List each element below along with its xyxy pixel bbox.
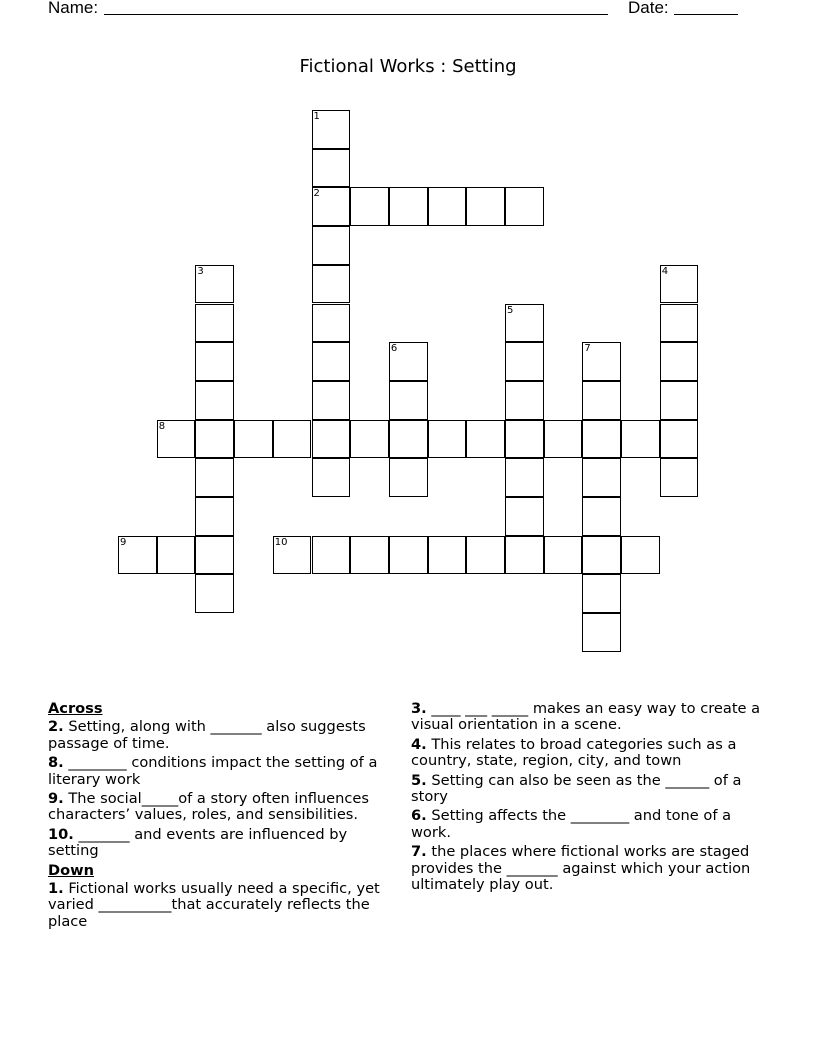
clue-down-7 xyxy=(411,844,771,893)
grid-cell[interactable] xyxy=(389,381,428,420)
grid-cell[interactable] xyxy=(505,187,544,226)
grid-cell[interactable] xyxy=(273,536,312,575)
clue-text: Fictional works usually need a specific, yet varied __________that accurately reflects the place xyxy=(48,880,380,930)
grid-cell[interactable] xyxy=(660,381,699,420)
clue-down-5 xyxy=(411,773,771,806)
grid-cell[interactable] xyxy=(312,265,351,304)
grid-cell[interactable] xyxy=(582,613,621,652)
clue-number-label: 4 xyxy=(661,265,669,277)
grid-cell[interactable] xyxy=(312,149,351,188)
clue-number-label: 1 xyxy=(313,111,320,122)
grid-cell[interactable] xyxy=(195,381,234,420)
clue-number: 3. xyxy=(411,700,427,717)
clue-text: ________ conditions impact the setting of a literary work xyxy=(48,754,378,788)
grid-cell[interactable] xyxy=(389,187,428,226)
grid-cell[interactable] xyxy=(660,420,699,459)
grid-cell[interactable] xyxy=(582,381,621,420)
grid-cell[interactable] xyxy=(312,187,351,226)
grid-cell[interactable] xyxy=(505,342,544,381)
grid-cell[interactable] xyxy=(389,342,428,381)
grid-cell[interactable] xyxy=(389,420,428,459)
grid-cell[interactable] xyxy=(582,458,621,497)
clue-number-label: 5 xyxy=(507,304,514,316)
puzzle-title: Fictional Works : Setting xyxy=(299,56,517,77)
grid-cell[interactable] xyxy=(582,574,621,613)
clues-right-column xyxy=(411,701,771,896)
clue-number-label: 10 xyxy=(274,536,288,548)
clue-across-2 xyxy=(48,719,394,752)
clue-number: 4. xyxy=(411,735,427,753)
grid-cell[interactable] xyxy=(544,420,583,459)
grid-cell[interactable] xyxy=(350,536,389,575)
grid-cell[interactable] xyxy=(234,420,273,459)
grid-cell[interactable] xyxy=(195,574,234,613)
across-heading: Across xyxy=(48,700,103,717)
clue-number: 6. xyxy=(411,807,427,825)
grid-cell[interactable] xyxy=(312,458,351,497)
grid-cell[interactable] xyxy=(312,420,351,459)
clue-text: Setting, along with _______ also suggests passage of time. xyxy=(48,718,366,752)
grid-cell[interactable] xyxy=(544,536,583,575)
clue-across-8 xyxy=(48,755,394,788)
grid-cell[interactable] xyxy=(195,497,234,536)
clue-number-label: 8 xyxy=(158,420,166,432)
clue-number-label: 9 xyxy=(120,536,127,548)
clue-text: _______ and events are influenced by setting xyxy=(48,825,348,860)
grid-cell[interactable] xyxy=(660,458,699,497)
grid-cell[interactable] xyxy=(505,304,544,343)
clue-number: 5. xyxy=(411,771,427,789)
grid-cell[interactable] xyxy=(505,497,544,536)
grid-cell[interactable] xyxy=(505,381,544,420)
clue-number-label: 3 xyxy=(197,265,204,277)
clue-text: Setting affects the ________ and tone of a work. xyxy=(411,807,732,841)
clue-text: The social_____of a story often influences characters’ values, roles, and sensibilities. xyxy=(48,790,370,824)
grid-cell[interactable] xyxy=(505,420,544,459)
grid-cell[interactable] xyxy=(660,304,699,343)
grid-cell[interactable] xyxy=(157,420,196,459)
grid-cell[interactable] xyxy=(466,536,505,575)
grid-cell[interactable] xyxy=(428,187,467,226)
clue-number-label: 7 xyxy=(584,343,591,355)
grid-cell[interactable] xyxy=(195,458,234,497)
name-label: Name: xyxy=(48,0,99,17)
clue-number: 8. xyxy=(48,754,64,772)
grid-cell[interactable] xyxy=(118,536,157,575)
grid-cell[interactable] xyxy=(157,536,196,575)
grid-cell[interactable] xyxy=(195,304,234,343)
grid-cell[interactable] xyxy=(273,420,312,459)
grid-cell[interactable] xyxy=(582,497,621,536)
clue-number: 1. xyxy=(48,880,64,898)
clue-down-6 xyxy=(411,808,771,841)
grid-cell[interactable] xyxy=(195,420,234,459)
grid-cell[interactable] xyxy=(312,110,351,149)
clue-number: 9. xyxy=(48,790,64,808)
clue-down-1 xyxy=(48,881,394,930)
grid-cell[interactable] xyxy=(660,342,699,381)
grid-cell[interactable] xyxy=(312,342,351,381)
grid-cell[interactable] xyxy=(428,536,467,575)
grid-cell[interactable] xyxy=(312,226,351,265)
grid-cell[interactable] xyxy=(621,420,660,459)
grid-cell[interactable] xyxy=(389,536,428,575)
grid-cell[interactable] xyxy=(660,265,699,304)
grid-cell[interactable] xyxy=(428,420,467,459)
grid-cell[interactable] xyxy=(350,420,389,459)
clue-text: This relates to broad categories such as a country, state, region, city, and town xyxy=(411,735,737,770)
grid-cell[interactable] xyxy=(312,536,351,575)
grid-cell[interactable] xyxy=(350,187,389,226)
grid-cell[interactable] xyxy=(505,536,544,575)
clue-down-4 xyxy=(411,737,771,770)
clue-number: 2. xyxy=(48,718,64,736)
clue-down-3 xyxy=(411,701,771,734)
clue-text: Setting can also be seen as the ______ of a story xyxy=(411,771,742,806)
grid-cell[interactable] xyxy=(466,420,505,459)
clue-number: 7. xyxy=(411,843,427,861)
clue-text: ____ ___ _____ makes an easy way to create a visual orientation in a scene. xyxy=(411,700,761,734)
clues-left-column xyxy=(48,701,394,933)
grid-cell[interactable] xyxy=(312,304,351,343)
clue-across-9 xyxy=(48,791,394,824)
grid-cell[interactable] xyxy=(195,536,234,575)
grid-cell[interactable] xyxy=(195,342,234,381)
grid-cell[interactable] xyxy=(312,381,351,420)
grid-cell[interactable] xyxy=(389,458,428,497)
grid-cell[interactable] xyxy=(505,458,544,497)
grid-cell[interactable] xyxy=(582,420,621,459)
clue-number-label: 2 xyxy=(313,188,320,200)
grid-cell[interactable] xyxy=(582,342,621,381)
clue-number: 10. xyxy=(48,825,74,843)
down-heading: Down xyxy=(48,861,95,879)
clue-across-10 xyxy=(48,827,394,860)
grid-cell[interactable] xyxy=(582,536,621,575)
clue-number-label: 6 xyxy=(390,343,398,355)
grid-cell[interactable] xyxy=(621,536,660,575)
grid-cell[interactable] xyxy=(466,187,505,226)
grid-cell[interactable] xyxy=(195,265,234,304)
date-label: Date: xyxy=(628,0,669,17)
clue-text: the places where fictional works are staged provides the _______ against which your action ultimately play out. xyxy=(411,843,751,894)
